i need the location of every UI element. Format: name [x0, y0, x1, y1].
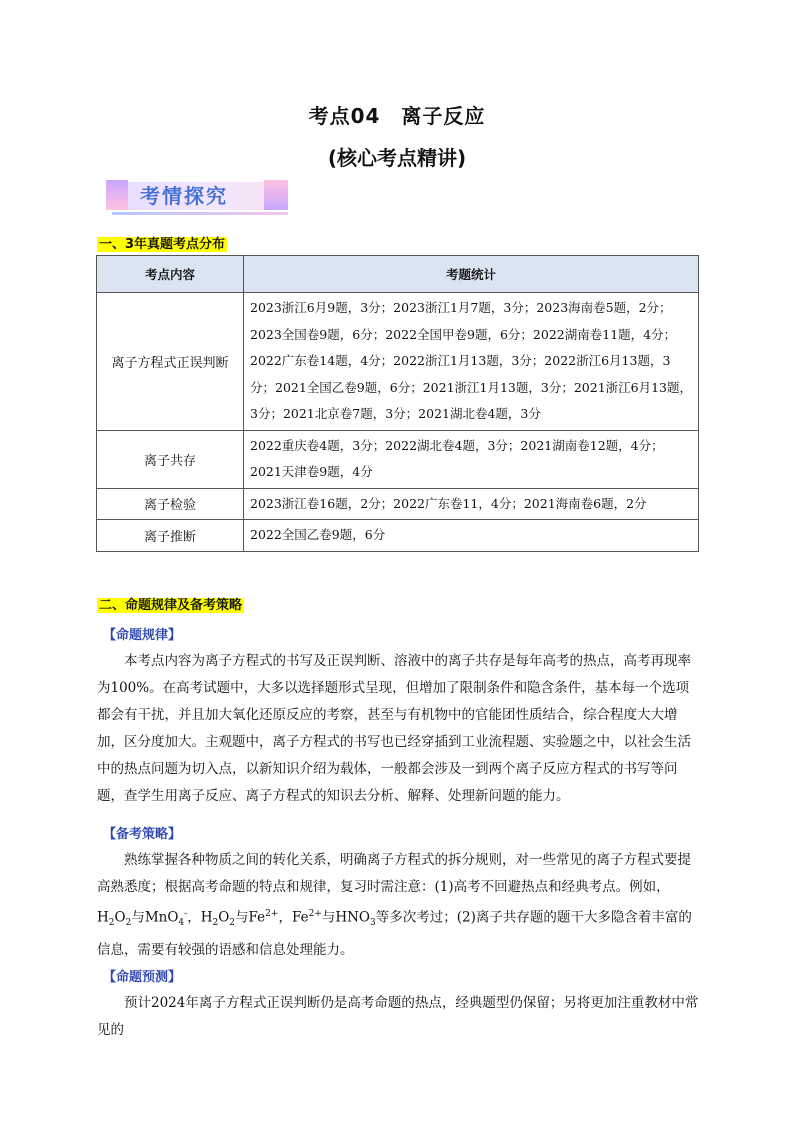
formula-h: H: [97, 909, 109, 926]
formula-charge: -: [184, 909, 188, 919]
strategy-text-b: 等多次考过；(2)离子共存题的题干大多隐含着丰富的信息，需要有较强的语感和信息处理能力。: [97, 909, 692, 959]
formula-with: 与: [321, 909, 336, 926]
row-stats: 2022重庆卷4题，3分；2022湖北卷4题，3分；2021湖南卷12题，4分；2021天津卷9题，4分: [244, 430, 699, 488]
formula-sub: 3: [370, 918, 376, 929]
formula-comma: ，: [187, 909, 201, 926]
header-topic: 考点内容: [97, 256, 244, 293]
section-banner: [106, 178, 290, 216]
table-row: [97, 293, 699, 431]
formula-sub: 4: [178, 918, 185, 929]
formula-h: H: [200, 909, 213, 926]
page-title: 考点04 离子反应: [308, 104, 486, 128]
exam-stats-table: [96, 255, 699, 552]
formula-hno: HNO: [335, 909, 370, 926]
row-topic: 离子方程式正误判断: [97, 293, 244, 431]
formula-sub: 2: [212, 918, 219, 929]
forecast-paragraph: 预计2024年离子方程式正误判断仍是高考命题的热点，经典题型仍保留；另将更加注重教材中常见的: [97, 995, 699, 1038]
page-subtitle: (核心考点精讲): [327, 146, 467, 170]
table-row: [97, 430, 699, 488]
row-stats: 2022全国乙卷9题，6分: [244, 520, 699, 552]
formula-sub: 2: [125, 918, 132, 929]
banner-label: 考情探究: [140, 184, 228, 208]
formula-fe: Fe: [291, 909, 309, 926]
strategy-label: 【备考策略】: [103, 827, 182, 842]
formula-with: 与: [235, 909, 249, 926]
rule-paragraph: 本考点内容为离子方程式的书写及正误判断、溶液中的离子共存是每年高考的热点，高考再现率为100%。在高考试题中，大多以选择题形式呈现，但增加了限制条件和隐含条件，基本每一个选项都会有干扰，并且加大氧化还原反应的考察，甚至与有机物中的官能团性质结合，综合程度大大增加，区分度加大。主观题中，离子方程式的书写也已经穿插到工业流程题、实验题之中，以社会生活中的热点问题为切入点，以新知识介绍为载体，一般都会涉及一到两个离子反应方程式的书写等问题，查学生用离子反应、离子方程式的知识去分析、解释、处理新问题的能力。: [97, 653, 691, 804]
section-2-heading: [97, 594, 244, 613]
formula-o: O: [218, 909, 230, 926]
strategy-text-a: 熟练掌握各种物质之间的转化关系，明确离子方程式的拆分规则，对一些常见的离子方程式要提高熟悉度；根据高考命题的特点和规律，复习时需注意：(1)高考不回避热点和经典考点。例如，: [97, 852, 691, 895]
banner-right-block: [264, 180, 288, 210]
row-topic: 离子检验: [97, 488, 244, 520]
formula-fe: Fe: [248, 909, 266, 926]
section-1-title: 一、3年真题考点分布: [99, 237, 226, 252]
header-stats: 考题统计: [244, 256, 699, 293]
table-row: [97, 520, 699, 552]
formula-charge: 2+: [308, 909, 322, 919]
banner-left-block: [106, 180, 128, 210]
formula-sub: 2: [108, 918, 115, 929]
row-stats: 2023浙江卷16题，2分；2022广东卷11，4分；2021海南卷6题，2分: [244, 488, 699, 520]
formula-with: 与: [131, 909, 145, 926]
table-row: [97, 488, 699, 520]
row-stats: 2023浙江6月9题，3分；2023浙江1月7题，3分；2023海南卷5题，2分；2023全国卷9题，6分；2022全国甲卷9题，6分；2022湖南卷11题，4分；2022广东卷14题，4分；2022浙江1月13题，3分；2022浙江6月13题，3分；2021全国乙卷9题，6分；2021浙江1月13题，3分；2021浙江6月13题，3分；2021北京卷7题，3分；2021湖北卷4题，3分: [244, 293, 699, 431]
row-topic: 离子共存: [97, 430, 244, 488]
section-2-title: 二、命题规律及备考策略: [99, 598, 243, 613]
formula-o: O: [114, 909, 126, 926]
banner-underline: [112, 212, 288, 215]
table-header-row: [97, 256, 699, 293]
section-1-heading: [97, 233, 227, 252]
formula-sub: 2: [229, 918, 236, 929]
formula-charge: 2+: [265, 909, 279, 919]
formula-sep: ，: [278, 909, 292, 926]
formula-mno: MnO: [144, 909, 179, 926]
forecast-label: 【命题预测】: [103, 970, 182, 985]
rule-label: 【命题规律】: [103, 628, 182, 643]
strategy-paragraph: [97, 847, 701, 964]
row-topic: 离子推断: [97, 520, 244, 552]
